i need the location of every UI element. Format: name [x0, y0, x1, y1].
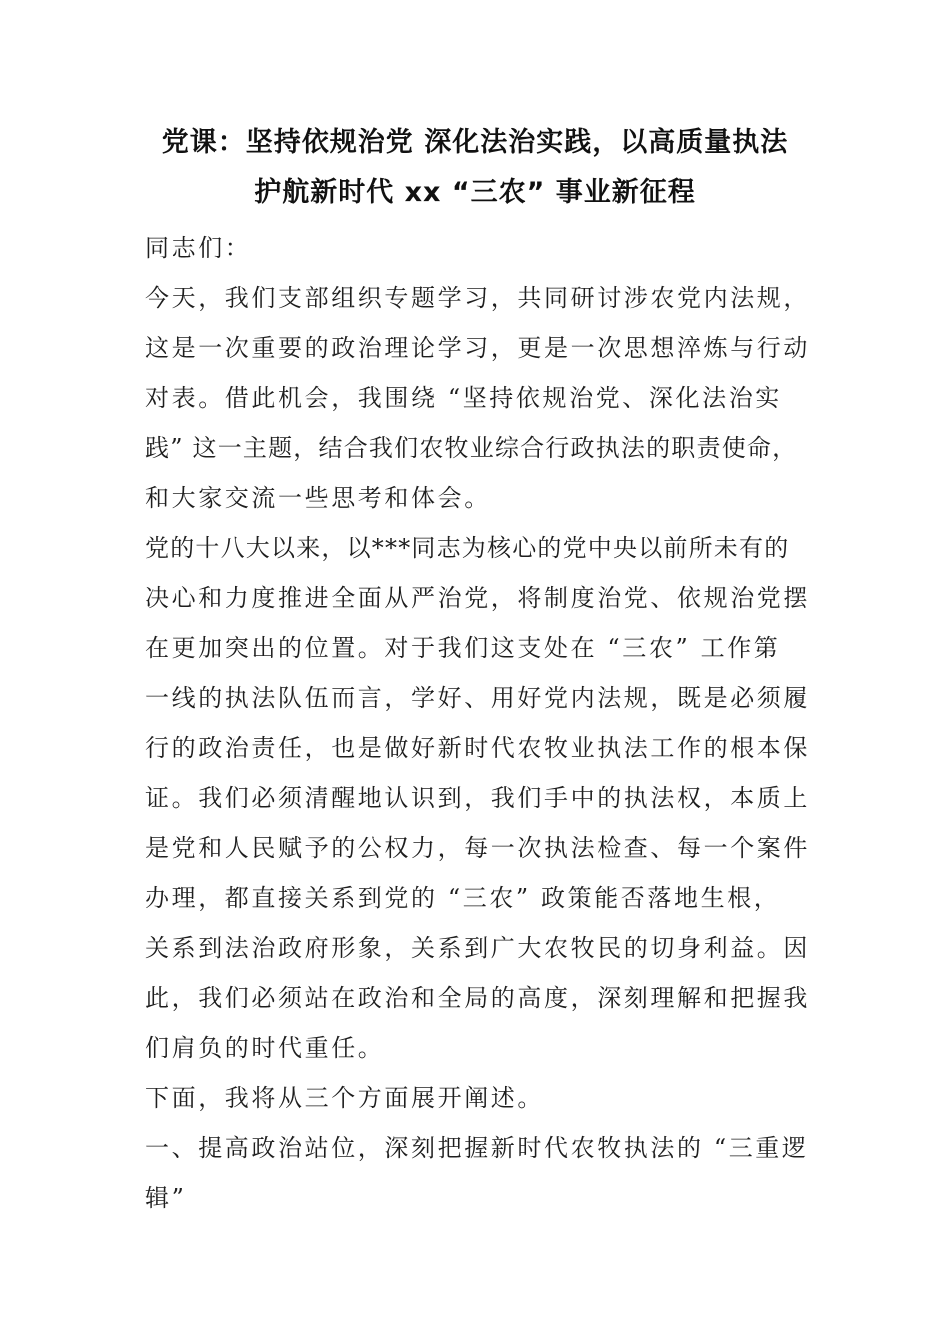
text-line: 证。我们必须清醒地认识到，我们手中的执法权，本质上: [145, 784, 810, 812]
text-line: 们肩负的时代重任。: [145, 1034, 385, 1062]
text-line: 此，我们必须站在政治和全局的高度，深刻理解和把握我: [145, 984, 810, 1012]
title-line-1: 党课：坚持依规治党 深化法治实践，以高质量执法: [161, 127, 789, 158]
text-line: 这是一次重要的政治理论学习，更是一次思想淬炼与行动: [145, 334, 810, 362]
text-line: 党的十八大以来，以***同志为核心的党中央以前所未有的: [145, 534, 790, 562]
text-line: 对表。借此机会，我围绕 “坚持依规治党、深化法治实: [145, 384, 782, 412]
text-line: 是党和人民赋予的公权力，每一次执法检查、每一个案件: [145, 834, 810, 862]
text-line: 践” 这一主题，结合我们农牧业综合行政执法的职责使命，: [145, 434, 798, 462]
text-line: 关系到法治政府形象，关系到广大农牧民的切身利益。因: [145, 934, 810, 962]
text-line: 一线的执法队伍而言，学好、用好党内法规，既是必须履: [145, 684, 810, 712]
section-heading-1: 一、提高政治站位，深刻把握新时代农牧执法的 “三重逻: [145, 1134, 809, 1162]
text-line: 行的政治责任，也是做好新时代农牧业执法工作的根本保: [145, 734, 810, 762]
text-line: 今天，我们支部组织专题学习，共同研讨涉农党内法规，: [145, 284, 810, 312]
section-heading-1-cont: 辑”: [145, 1184, 187, 1212]
text-line: 决心和力度推进全面从严治党，将制度治党、依规治党摆: [145, 584, 810, 612]
text-line: 在更加突出的位置。对于我们这支处在 “三农” 工作第: [145, 634, 781, 662]
salutation: 同志们：: [145, 234, 252, 262]
text-line: 办理，都直接关系到党的 “三农” 政策能否落地生根，: [145, 884, 781, 912]
title-line-2: 护航新时代 xx “三农” 事业新征程: [254, 177, 696, 208]
text-line: 和大家交流一些思考和体会。: [145, 484, 491, 512]
text-line: 下面，我将从三个方面展开阐述。: [145, 1084, 544, 1112]
document-title: [120, 118, 830, 218]
document-body: [145, 223, 825, 1223]
